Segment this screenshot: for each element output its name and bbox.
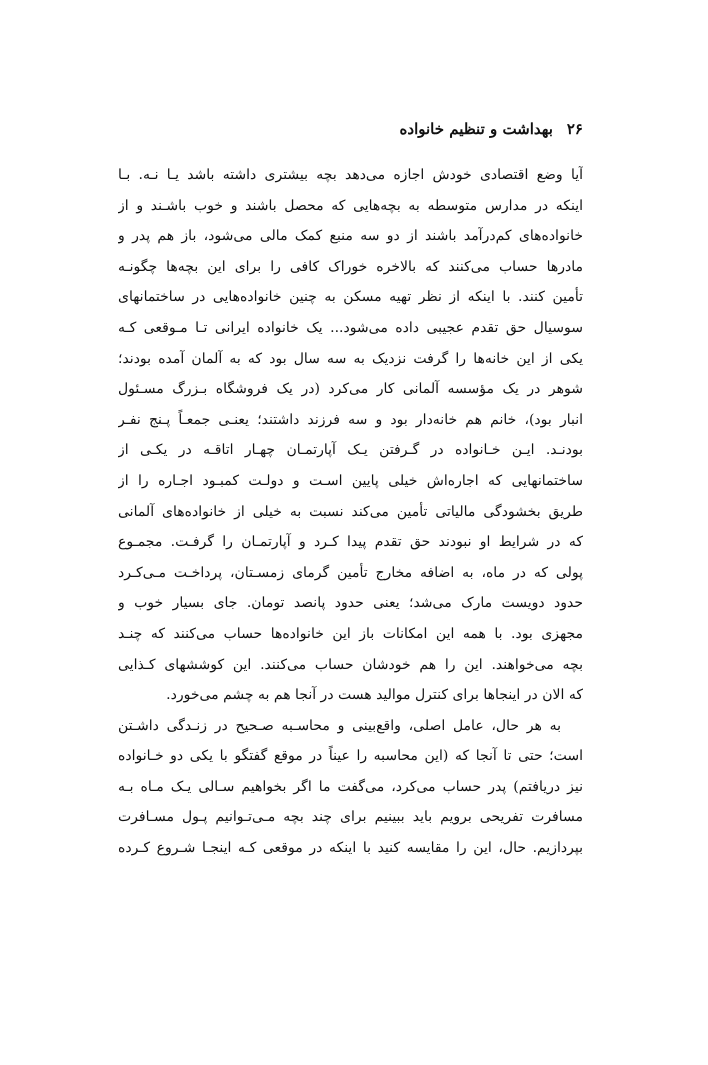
page-number: ۲۶ [566,120,583,138]
text-line: ساختمانهایی که اجاره‌اش خیلی پایین اسـت و دولـت کمبـود اجـاره را از [118,472,583,489]
text-line: به هر حال، عامل اصلی، واقع‌بینی و محاسـبه صـحیح در زنـدگی داشـتن [118,717,561,734]
text-line: اینکه در مدارس متوسطه به بچه‌هایی که محصل باشند و خوب باشـند و از [118,197,583,214]
text-line: بپردازیم. حال، این را مقایسه کنید با اینکه در موقعی کـه اینجـا شـروع کـرده [118,840,583,857]
text-line: تأمین کنند. با اینکه از نظر تهیه مسکن به چنین خانواده‌هایی در ساختمانهای [118,289,583,306]
text-line: مسافرت تفریحی برویم باید ببینیم برای چند بچه مـی‌تـوانیم پـول مسـافرت [118,809,583,826]
text-line: انبار بود)، خانم هم خانه‌دار بود و سه فرزند داشتند؛ یعنـی جمعـاً پـنج نفـر [118,411,583,428]
text-line: نیز دریافتم) پدر حساب می‌کرد، می‌گفت ما اگر بخواهیم سـالی یـک مـاه بـه [118,778,583,795]
text-line: پولی که در ماه، به اضافه مخارج تأمین گرمای زمسـتان، پرداخـت مـی‌کـرد [118,564,583,581]
text-line: یکی از این خانه‌ها را گرفت نزدیک به سه سال بود که به آلمان آمده بودند؛ [118,350,583,367]
text-line: بودنـد. ایـن خـانواده در گـرفتن یـک آپارتمـان چهـار اتاقـه در یکـی از [118,442,583,459]
text-line: مادرها حساب می‌کنند که بالاخره خوراک کافی را برای این بچه‌ها چگونـه [118,258,583,275]
text-line: که الان در اینجاها برای کنترل موالید هست در آنجا هم به چشم می‌خورد. [166,687,583,704]
text-line: مجهزی بود. با همه این امکانات باز این خانواده‌ها حساب می‌کنند که چنـد [118,625,583,642]
body-text [118,160,583,864]
text-line: آیا وضع اقتصادی خودش اجازه می‌دهد بچه بیشتری داشته باشد یـا نـه. بـا [118,167,583,183]
text-line: که در شرایط او نبودند حق تقدم پیدا کـرد و آپارتمـان را گرفـت. مجمـوع [118,534,583,551]
text-line: است؛ حتی تا آنجا که (این محاسبه را عیناً در موقع گفتگو با یکی دو خـانواده [118,748,583,765]
text-line: سوسیال حق تقدم عجیبی داده می‌شود... یک خانواده ایرانی تـا مـوقعی کـه [118,319,583,336]
running-title: بهداشت و تنظیم خانواده [399,120,553,138]
text-line: شوهر در یک مؤسسه آلمانی کار می‌کرد (در یک فروشگاه بـزرگ مسـئول [118,381,583,398]
running-header [118,120,583,138]
text-line: طریق بخشودگی مالیاتی تأمین می‌کند نسبت به خیلی از خانواده‌های آلمانی [118,503,583,520]
text-line: حدود دویست مارک می‌شد؛ یعنی حدود پانصد تومان. جای بسیار خوب و [118,595,583,612]
text-line: بچه می‌خواهند. این را هم خودشان حساب می‌کنند. این کوششهای کـذایی [118,656,583,673]
text-line: خانواده‌های کم‌درآمد باشند از دو سه منبع کمک مالی می‌شود، باز هم پدر و [118,228,583,245]
